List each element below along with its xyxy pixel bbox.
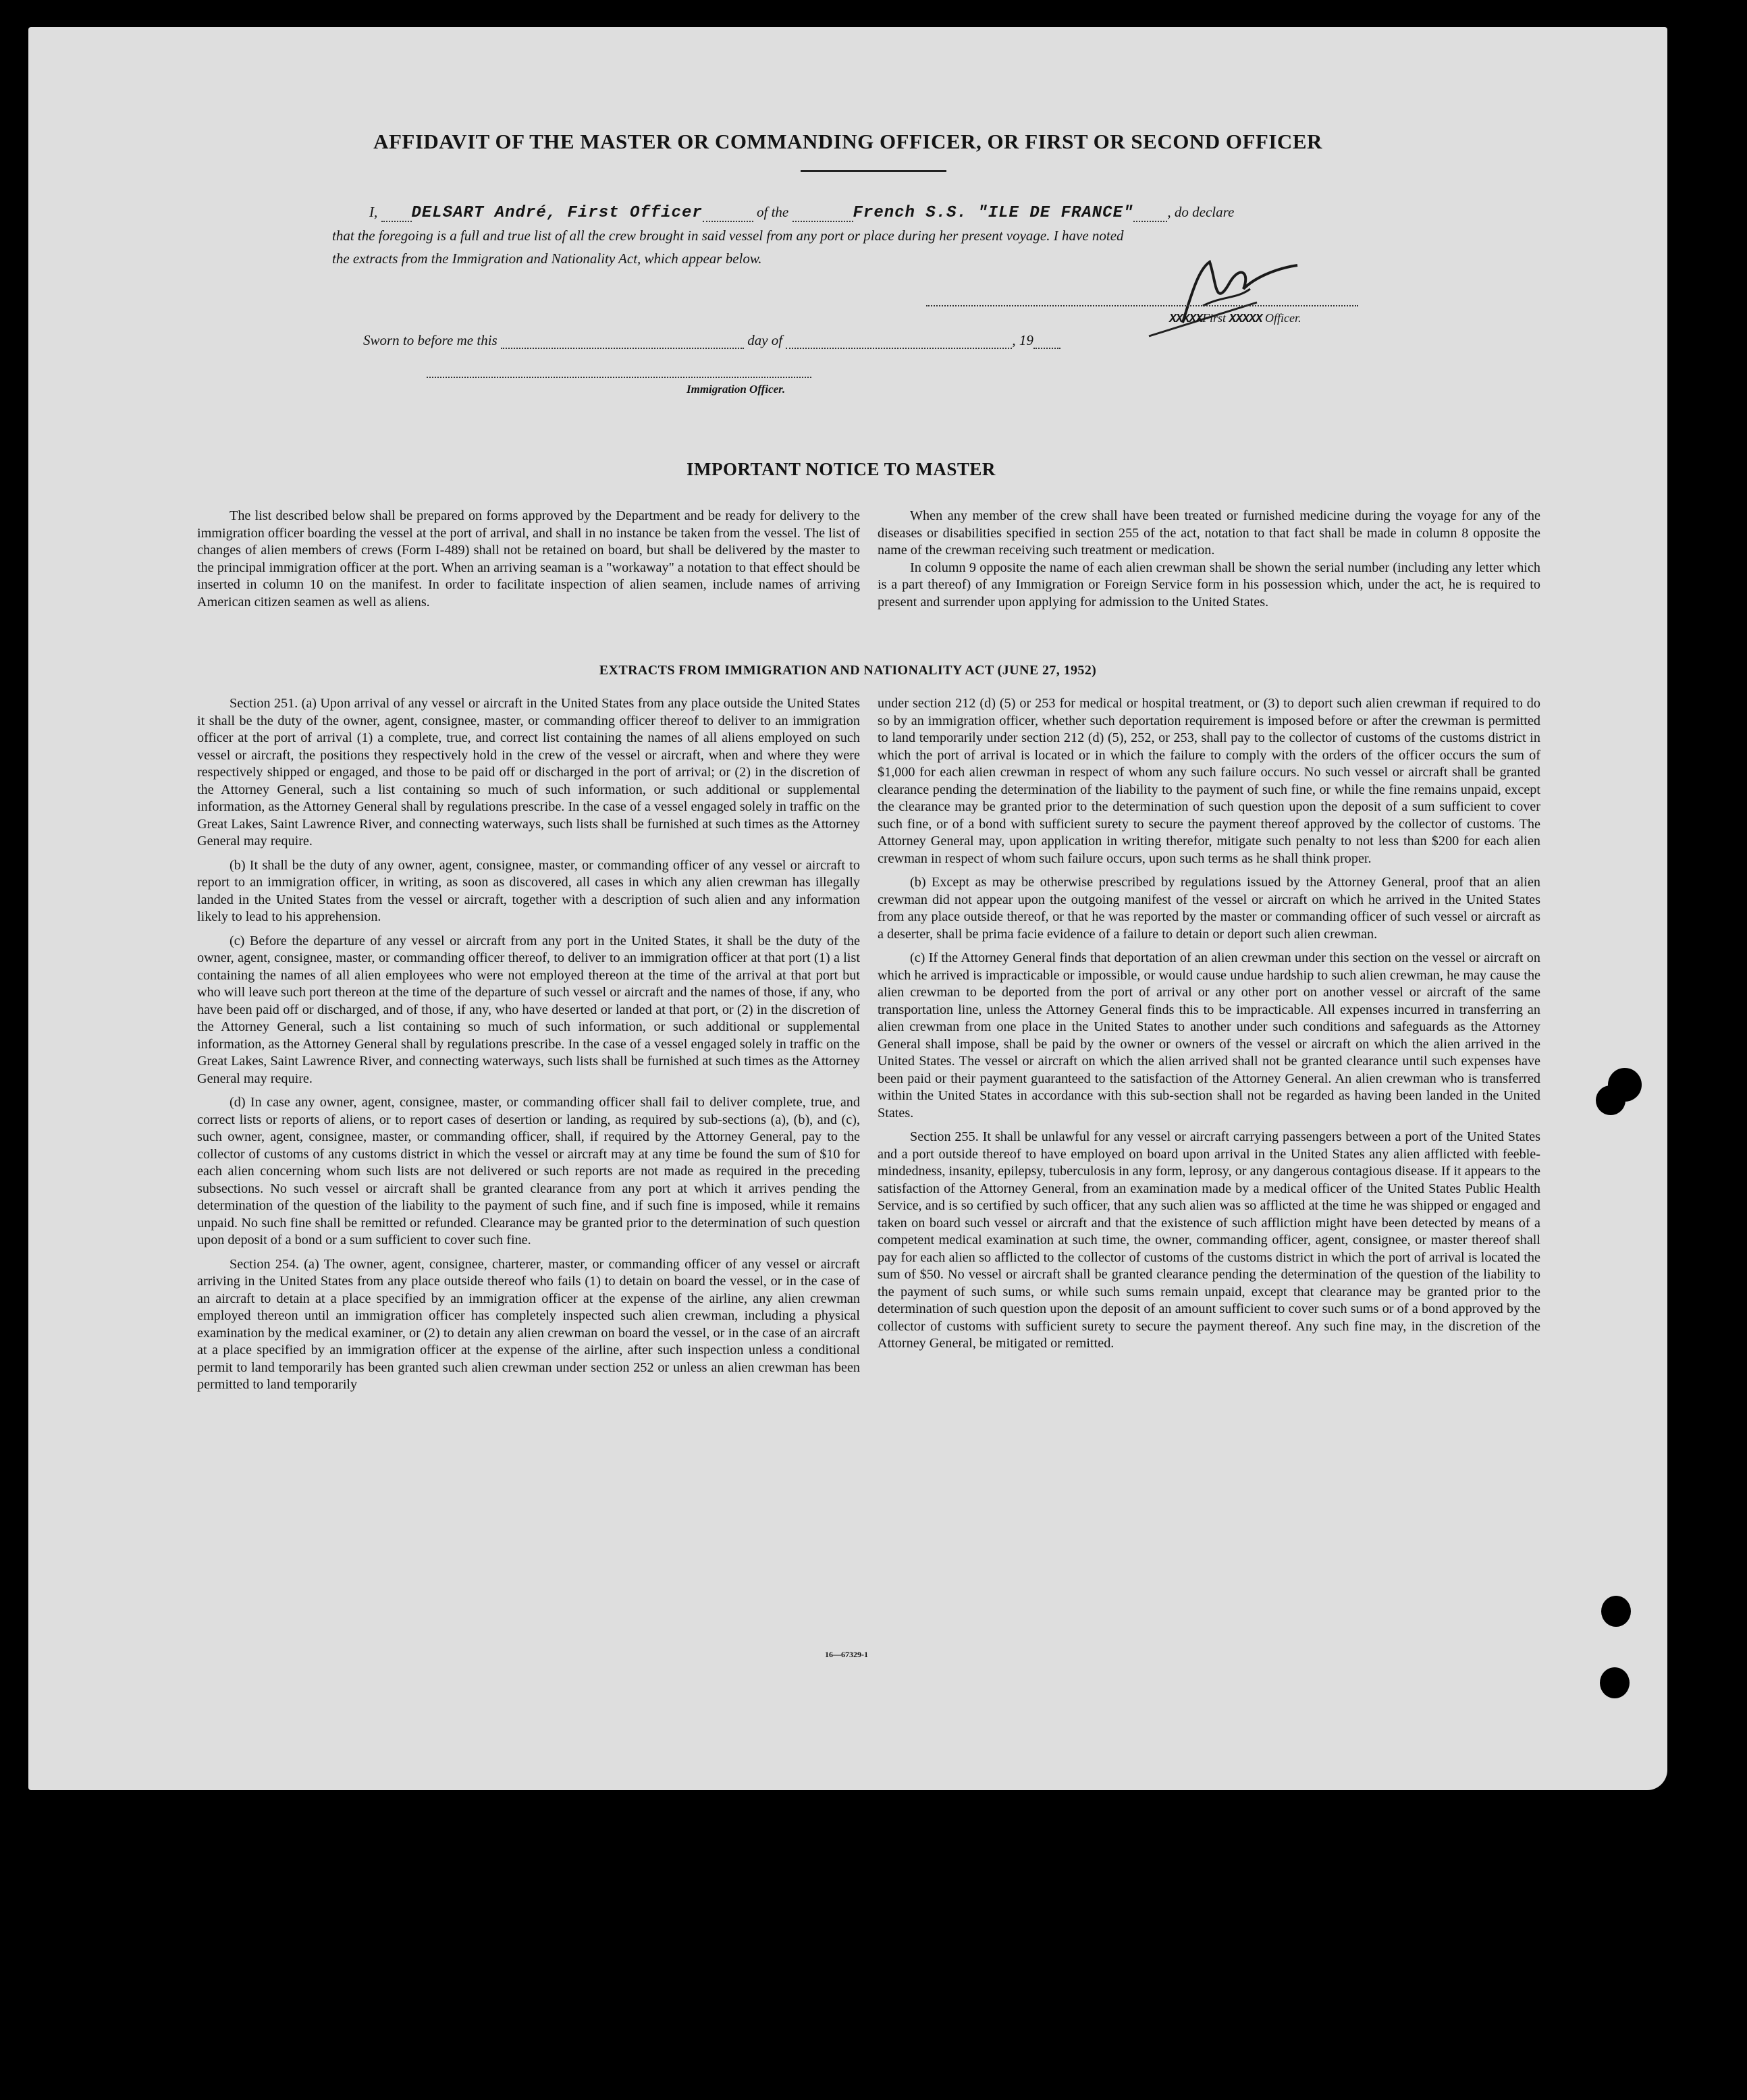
punch-hole xyxy=(1600,1667,1630,1698)
officer-name-field: DELSART André, First Officer xyxy=(411,204,703,222)
form-number: 16—67329-1 xyxy=(825,1650,868,1659)
notice-left-column xyxy=(197,508,860,611)
extract-paragraph: Section 251. (a) Upon arrival of any vessel or aircraft in the United States from any place outside the United States it shall be the duty of the owner, agent, consignee, master, or commanding officer thereof to deliver to an immigration officer at the port of arrival (1) a complete, true, and correct list containing the names of all aliens employed on such vessel or aircraft, the positions they respectively hold in the crew of the vessel or aircraft, when and where they were respectively shipped or engaged, and those to be paid off or discharged in the port of arrival; or (2) in the discretion of the Attorney General, such a list containing so much of such information, or such additional or supplemental information, as the Attorney General shall by regulations prescribe. In the case of a vessel engaged solely in traffic on the Great Lakes, Saint Lawrence River, and connecting waterways, such lists shall be furnished at such times as the Attorney General may require. xyxy=(197,696,860,849)
extract-paragraph: under section 212 (d) (5) or 253 for medical or hospital treatment, or (3) to deport such alien crewman if required to do so by an immigration officer, whether such deportation requirement is imposed before or after the crewman is permitted to land temporarily under section 212 (d) (5), 252, or 253, shall pay to the collector of customs of the customs district in which the port of arrival is located or in which the failure to comply with the orders of the officer occurs the sum of $1,000 for each alien crewman in respect of whom any such failure occurs. No such vessel or aircraft shall be granted clearance pending the determination of the liability to the payment of such fine, or while the fine remains unpaid, except the clearance may be granted prior to the determination of such question upon the deposit of a sum sufficient to cover such fine, or of a bond with sufficient surety to secure the payment thereof approved by the collector of customs. The Attorney General may, upon application in writing therefor, mitigate such penalty to not less than $200 for each alien crewman in respect of whom such failure occurs, upon such terms as he shall think proper. xyxy=(878,696,1540,866)
punch-hole xyxy=(1596,1085,1625,1115)
declaration-text-line-2: that the foregoing is a full and true list of all the crew brought in said vessel from any port or place during her present voyage. I have noted xyxy=(332,227,1124,244)
sworn-line: Sworn to before me this day of , 19 xyxy=(363,332,1060,349)
i-label: I, xyxy=(369,204,378,220)
extract-paragraph: (c) If the Attorney General finds that deportation of an alien crewman under this section on the vessel or aircraft on which he arrived is impracticable or impossible, or would cause undue hardship to such alien crewman, he may cause the alien crewman to be deported from the port of arrival or any other port on another vessel or aircraft of the same transportation line, unless the Attorney General finds this to be impracticable. All expenses incurred in transferring an alien crewman from one place in the United States to another under such conditions and safeguards as the Attorney General shall impose, shall be paid by the owner or owners of the vessel or aircraft on which the alien arrived in the United States. The vessel or aircraft on which the alien arrived shall not be granted clearance until such expenses have been paid or their payment guaranteed to the satisfaction of the Attorney General. An alien crewman who is transferred within the United States in accordance with this sub-section shall not be regarded as having been landed in the United States. xyxy=(878,950,1540,1121)
sworn-year-field xyxy=(1033,333,1060,349)
signature-title: XXXXXFirst XXXXX Officer. xyxy=(1169,311,1301,326)
do-declare-label: , do declare xyxy=(1167,204,1235,220)
extracts-title: EXTRACTS FROM IMMIGRATION AND NATIONALITY ACT (JUNE 27, 1952) xyxy=(599,663,1097,678)
extract-paragraph: (d) In case any owner, agent, consignee, master, or commanding officer shall fail to deliver complete, true, and correct lists or reports of aliens, or to report cases of desertion or landing, as required by sub-sections (a), (b), and (c), such owner, agent, consignee, master, or commanding officer, shall, if required by the Attorney General, pay to the collector of customs of any customs district in which the vessel or aircraft may at any time be found the sum of $10 for each alien concerning whom such lists are not delivered or such reports are not made as required in the preceding subsections. No such vessel or aircraft shall be granted clearance from any port at which it arrives pending the determination of the question of the liability to the payment of such fine, and if such fine is imposed, while it remains unpaid. No such fine shall be remitted or refunded. Clearance may be granted prior to the determination of such question upon deposit of a bond or a sum sufficient to cover such fine. xyxy=(197,1095,860,1247)
extract-paragraph: Section 255. It shall be unlawful for any vessel or aircraft carrying passengers between a port of the United States and a port outside thereof to have employed on board upon arrival in the United States any alien afflicted with feeble-mindedness, insanity, epilepsy, tuberculosis in any form, leprosy, or any dangerous contagious disease. If it appears to the satisfaction of the Attorney General, from an examination made by a medical officer of the United States Public Health Service, and is so certified by such officer, that any such alien was so afflicted at the time he was shipped or engaged and taken on board such vessel or aircraft and that the existence of such affliction might have been detected by means of a competent medical examination at such time, the owner, commanding officer, agent, consignee, or master thereof shall pay for each alien so afflicted to the collector of customs of the customs district in which the port of arrival is located the sum of $50. No vessel or aircraft shall be granted clearance pending the determination of the question of the liability to the payment of such sums, or while such sums remain unpaid, except that clearance may be granted prior to the determination of such question upon the deposit of an amount sufficient to cover such sums or of a bond approved by the collector of customs with sufficient surety to secure the payment thereof. Any such fine may, in the discretion of the Attorney General, be mitigated or remitted. xyxy=(878,1129,1540,1351)
immigration-officer-label: Immigration Officer. xyxy=(687,383,786,396)
punch-hole xyxy=(1601,1596,1631,1627)
immigration-officer-line xyxy=(427,377,811,378)
signature-line xyxy=(926,305,1358,306)
handwritten-signature xyxy=(1135,242,1311,343)
title-divider xyxy=(801,170,946,172)
notice-title: IMPORTANT NOTICE TO MASTER xyxy=(687,459,996,479)
extracts-left-column xyxy=(197,695,860,1401)
sworn-month-field xyxy=(786,333,1012,349)
notice-paragraph: The list described below shall be prepared on forms approved by the Department and be ready for delivery to the immigration officer boarding the vessel at the port of arrival, and shall in no instance be taken from the vessel. The list of changes of alien members of crews (Form I-489) shall not be retained on board, but shall be delivered by the master to the principal immigration officer at the port. When an arriving seaman is a "workaway" a notation to that effect should be inserted in column 10 on the manifest. In order to facilitate inspection of alien seamen, include names of arriving American citizen seamen as well as aliens. xyxy=(197,508,860,610)
declaration-line xyxy=(369,204,1234,222)
affidavit-title: AFFIDAVIT OF THE MASTER OR COMMANDING OFFICER, OR FIRST OR SECOND OFFICER xyxy=(373,130,1322,153)
extracts-right-column xyxy=(878,695,1540,1359)
declaration-text-line-3: the extracts from the Immigration and Nationality Act, which appear below. xyxy=(332,250,762,267)
notice-paragraph: When any member of the crew shall have been treated or furnished medicine during the voyage for any of the diseases or disabilities specified in section 255 of the act, notation to that fact shall be made in column 8 opposite the name of the crewman receiving such treatment or medication. xyxy=(878,508,1540,558)
notice-right-column xyxy=(878,508,1540,611)
extract-paragraph: (b) It shall be the duty of any owner, agent, consignee, master, or commanding officer of any vessel or aircraft to report to an immigration officer, in writing, as soon as discovered, all cases in which any alien crewman has illegally landed in the United States from the vessel or aircraft, together with a description of such alien and any information likely to lead to his apprehension. xyxy=(197,857,860,924)
extract-paragraph: (b) Except as may be otherwise prescribed by regulations issued by the Attorney General, proof that an alien crewman did not appear upon the outgoing manifest of the vessel or aircraft on which he arrived in the United States from any place outside thereof, or that he was reported by the master or commanding officer of such vessel or aircraft as a deserter, shall be prima facie evidence of a failure to detain or deport such alien crewman. xyxy=(878,875,1540,942)
notice-paragraph: In column 9 opposite the name of each alien crewman shall be shown the serial number (including any letter which is a part thereof) of any Immigration or Foreign Service form in his possession which, under the act, he is required to present and surrender upon applying for admission to the United States. xyxy=(878,560,1540,610)
extract-paragraph: Section 254. (a) The owner, agent, consignee, charterer, master, or commanding officer of any vessel or aircraft arriving in the United States from any place outside thereof who fails (1) to detain on board the vessel, or in the case of an aircraft to detain at a place specified by an immigration officer at the expense of the airline, any alien crewman employed thereon until an immigration officer has completely inspected such alien crewman, including a physical examination by the medical examiner, or (2) to detain any alien crewman on board the vessel, or in the case of an aircraft at a place specified by an immigration officer at the expense of the airline, after such inspection unless a conditional permit to land temporarily has been granted such alien crewman under section 252 or unless an alien crewman has been permitted to land temporarily xyxy=(197,1256,860,1392)
sworn-date-field xyxy=(501,333,744,349)
document-page xyxy=(28,27,1667,1790)
vessel-name-field: French S.S. "ILE DE FRANCE" xyxy=(853,204,1134,222)
extract-paragraph: (c) Before the departure of any vessel or aircraft from any port in the United States, it shall be the duty of the owner, agent, consignee, master, or commanding officer thereof, to deliver to an immigration officer at that port (1) a list containing the names of all alien employees who were not employed thereon at the time of the arrival at that port but who will leave such port thereon at the time of the departure of such vessel or aircraft and the names of those, if any, who have been paid off or discharged, and of those, if any, who have deserted or landed at that port, or (2) in the discretion of the Attorney General, such a list containing so much of such information, or such additional or supplemental information, as the Attorney General shall by regulations prescribe. In the case of a vessel engaged solely in traffic on the Great Lakes, Saint Lawrence River, and connecting waterways, such lists shall be furnished at such times as the Attorney General may require. xyxy=(197,933,860,1086)
of-the-label: of the xyxy=(757,204,789,220)
